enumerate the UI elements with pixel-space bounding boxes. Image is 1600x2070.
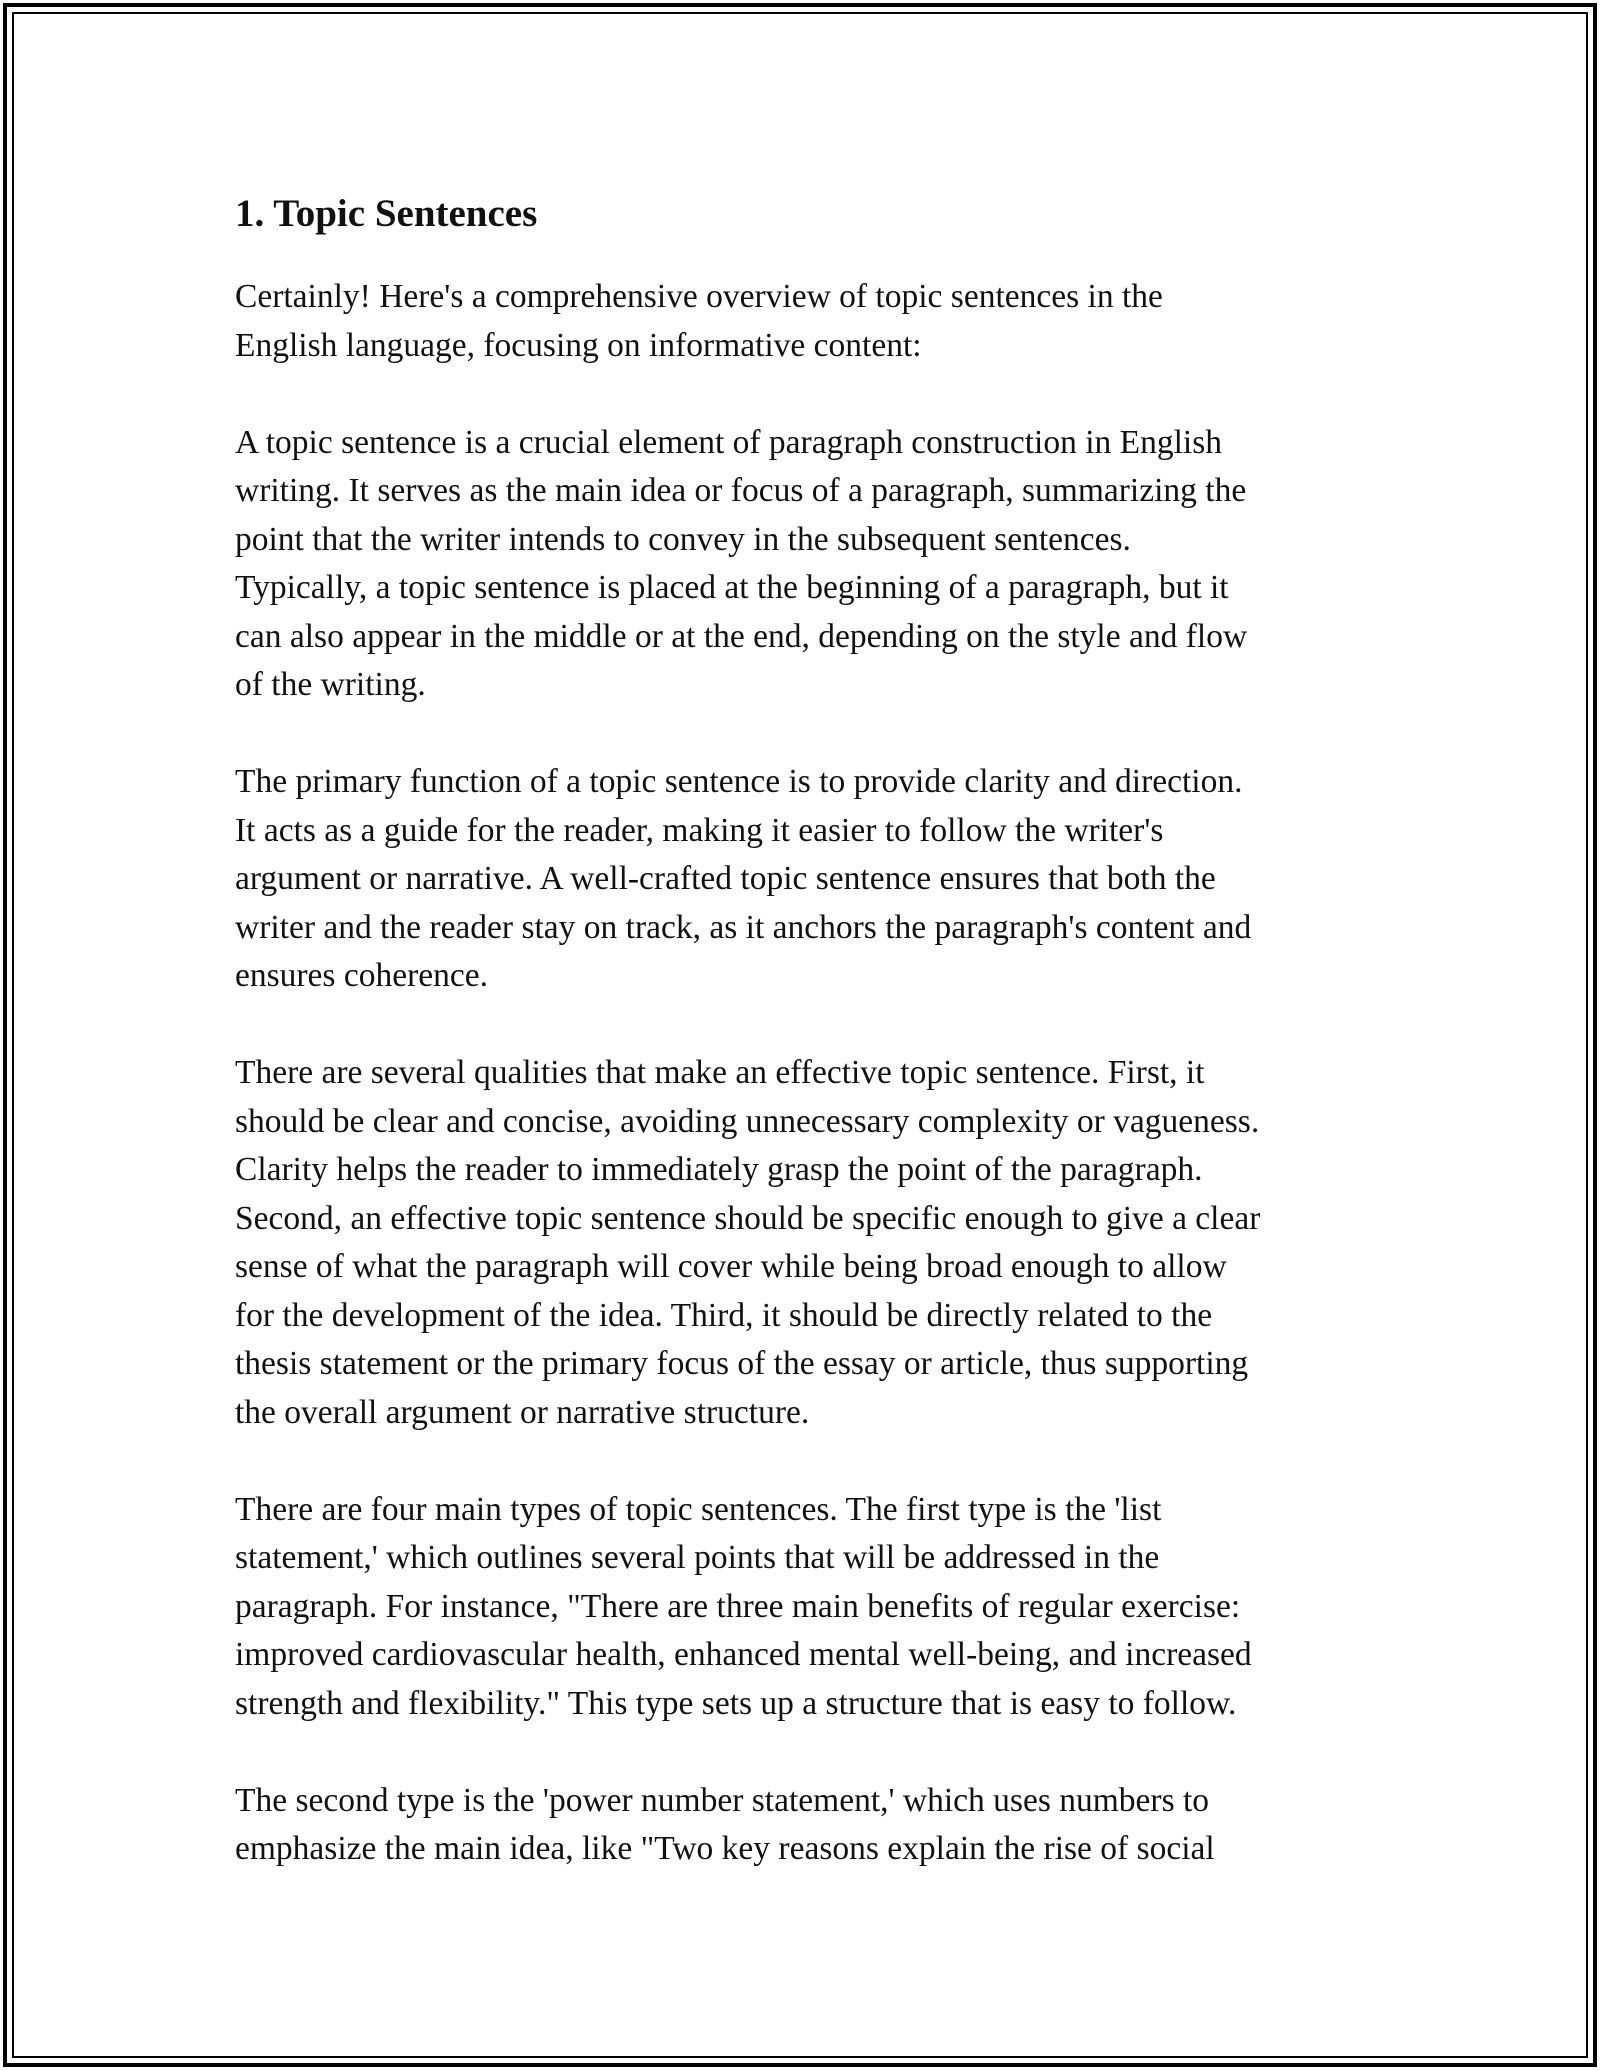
section-heading: 1. Topic Sentences bbox=[235, 192, 538, 235]
paragraph-types: There are four main types of topic sentences. The first type is the 'list statement,' which outlines several points that will be addressed in the paragraph. For instance, "There are three main benefits of regular exercise: improved cardiovascular health, enhanced mental well-being, and increased strength and flexibility." This type sets up a structure that is easy to follow. bbox=[235, 1490, 1252, 1722]
paragraph-second-type: The second type is the 'power number statement,' which uses numbers to emphasize the main idea, like "Two key reasons explain the rise of social bbox=[235, 1781, 1215, 1867]
paragraph-definition: A topic sentence is a crucial element of paragraph construction in English writing. It serves as the main idea or focus of a paragraph, summarizing the point that the writer intends to convey in the subsequent sentences. Typically, a topic sentence is placed at the beginning of a paragraph, but it can also appear in the middle or at the end, depending on the style and flow of the writing. bbox=[235, 423, 1248, 703]
paragraph-function: The primary function of a topic sentence is to provide clarity and direction. It acts as a guide for the reader, making it easier to follow the writer's argument or narrative. A well-crafted topic sentence ensures that both the writer and the reader stay on track, as it anchors the paragraph's content and ensures coherence. bbox=[235, 763, 1252, 994]
paragraph-intro: Certainly! Here's a comprehensive overview of topic sentences in the English language, focusing on informative content: bbox=[235, 278, 1163, 364]
document-body bbox=[235, 184, 1365, 1922]
paragraph-qualities: There are several qualities that make an effective topic sentence. First, it should be clear and concise, avoiding unnecessary complexity or vagueness. Clarity helps the reader to immediately grasp the point of the paragraph. Second, an effective topic sentence should be specific enough to give a clear sense of what the paragraph will cover while being broad enough to allow for the development of the idea. Third, it should be directly related to the thesis statement or the primary focus of the essay or article, thus supporting the overall argument or narrative structure. bbox=[235, 1054, 1261, 1431]
